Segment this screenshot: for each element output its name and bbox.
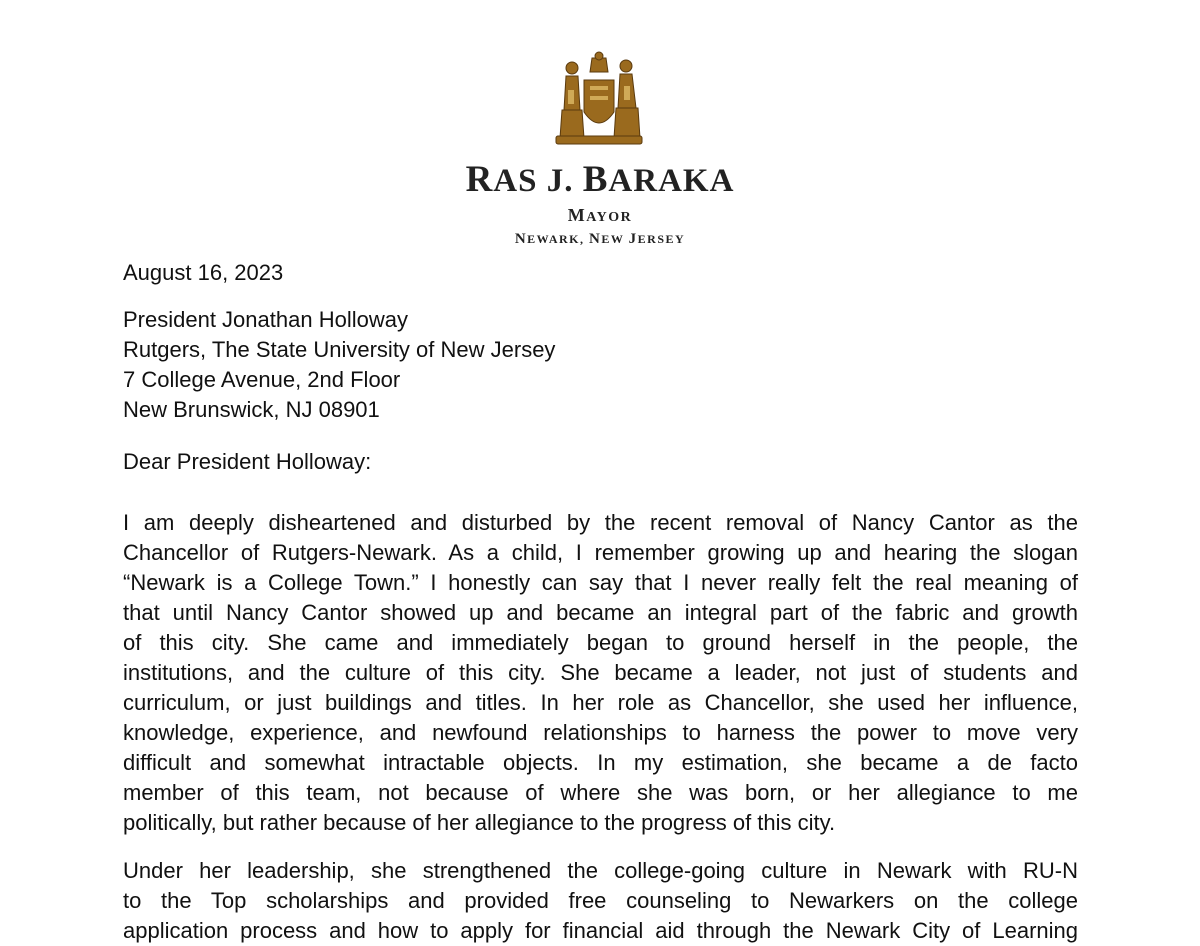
recipient-line: 7 College Avenue, 2nd Floor [123,367,401,392]
paragraph-line: to the Top scholarships and provided free counseling to Newarkers on the college [123,888,1078,913]
city-seal-icon [542,50,656,150]
letterhead-city: NEWARK, NEW JERSEY [514,231,686,247]
salutation: Dear President Holloway: [123,449,372,474]
letterhead-name: RAS J. BARAKA [465,159,735,200]
recipient-line: New Brunswick, NJ 08901 [123,397,380,422]
paragraph-line: Chancellor of Rutgers-Newark. As a child, I remember growing up and hearing the slogan [123,540,1078,565]
recipient-address [123,305,555,425]
letterhead-title: MAYOR [567,205,633,225]
recipient-line: President Jonathan Holloway [123,307,408,332]
letter-date: August 16, 2023 [123,260,284,285]
body-paragraph-2 [123,856,1078,946]
paragraph-line: member of this team, not because of where she was born, or her allegiance to me [123,780,1078,805]
recipient-line: Rutgers, The State University of New Jersey [123,337,556,362]
paragraph-line: “Newark is a College Town.” I honestly can say that I never really felt the real meaning of [123,570,1078,595]
paragraph-line: that until Nancy Cantor showed up and became an integral part of the fabric and growth [123,600,1078,625]
paragraph-line: application process and how to apply for financial aid through the Newark City of Learning [123,918,1078,943]
paragraph-line: I am deeply disheartened and disturbed by the recent removal of Nancy Cantor as the [123,510,1078,535]
paragraph-line: institutions, and the culture of this city. She became a leader, not just of students and [123,660,1078,685]
paragraph-line: difficult and somewhat intractable objects. In my estimation, she became a de facto [123,750,1078,775]
paragraph-line: curriculum, or just buildings and titles. In her role as Chancellor, she used her influence, [123,690,1078,715]
paragraph-line: of this city. She came and immediately began to ground herself in the people, the [123,630,1078,655]
paragraph-line: knowledge, experience, and newfound relationships to harness the power to move very [123,720,1078,745]
paragraph-line: politically, but rather because of her allegiance to the progress of this city. [123,810,836,835]
body-paragraph-1 [123,508,1078,838]
paragraph-line: Under her leadership, she strengthened the college-going culture in Newark with RU-N [123,858,1078,883]
